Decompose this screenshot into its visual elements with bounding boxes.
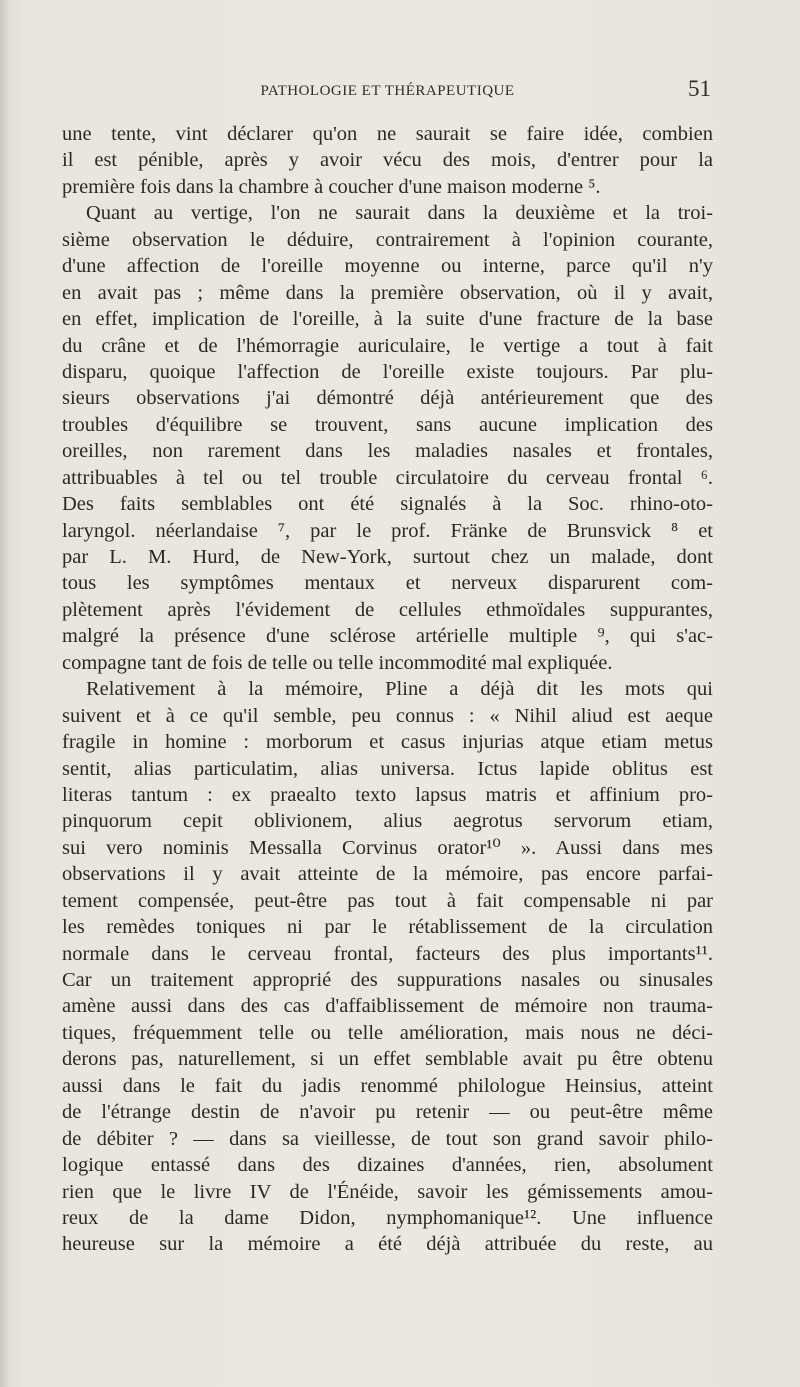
text-line: normale dans le cerveau frontal, facteurs des plus importants¹¹.	[62, 942, 713, 965]
text-line: derons pas, naturellement, si un effet semblable avait pu être obtenu	[62, 1048, 713, 1071]
text-line: laryngol. néerlandaise ⁷, par le prof. Fränke de Brunsvick ⁸ et	[62, 519, 713, 542]
text-line: oreilles, non rarement dans les maladies nasales et frontales,	[62, 440, 713, 463]
text-line: disparu, quoique l'affection de l'oreille existe toujours. Par plu-	[62, 360, 713, 383]
text-line: heureuse sur la mémoire a été déjà attribuée du reste, au	[62, 1233, 713, 1256]
text-line: il est pénible, après y avoir vécu des mois, d'entrer pour la	[62, 149, 713, 172]
text-line: Car un traitement approprié des suppurations nasales ou sinusales	[62, 969, 713, 991]
text-line: tous les symptômes mentaux et nerveux disparurent com-	[62, 572, 713, 595]
text-line: par L. M. Hurd, de New-York, surtout chez un malade, dont	[62, 546, 713, 568]
text-line: sentit, alias particulatim, alias universa. Ictus lapide oblitus est	[62, 757, 713, 780]
page-number: 51	[688, 76, 711, 101]
text-line: plètement après l'évidement de cellules ethmoïdales suppurantes,	[62, 598, 713, 621]
text-line: aussi dans le fait du jadis renommé philologue Heinsius, atteint	[62, 1074, 713, 1097]
text-line: troubles d'équilibre se trouvent, sans aucune implication des	[62, 413, 713, 436]
text-line: tiques, fréquemment telle ou telle amélioration, mais nous ne déci-	[62, 1021, 713, 1044]
text-line: d'une affection de l'oreille moyenne ou interne, parce qu'il n'y	[62, 255, 713, 278]
text-line: les remèdes toniques ni par le rétablissement de la circulation	[62, 916, 713, 939]
text-line: literas tantum : ex praealto texto lapsus matris et affinium pro-	[62, 783, 713, 806]
text-line: première fois dans la chambre à coucher d'une maison moderne ⁵.	[62, 175, 601, 198]
running-head	[62, 76, 713, 106]
text-line: de l'étrange destin de n'avoir pu retenir — ou peut-être même	[62, 1101, 713, 1124]
page-binding-edge	[0, 0, 8, 1387]
text-line: fragile in homine : morborum et casus injurias atque etiam metus	[62, 731, 713, 754]
body-text	[62, 121, 713, 1258]
text-line: Quant au vertige, l'on ne saurait dans la deuxième et la troi-	[86, 202, 713, 225]
text-line: rien que le livre IV de l'Énéide, savoir les gémissements amou-	[62, 1180, 713, 1203]
text-line: de débiter ? — dans sa vieillesse, de tout son grand savoir philo-	[62, 1127, 713, 1150]
text-line: amène aussi dans des cas d'affaiblissement de mémoire non trauma-	[62, 995, 713, 1018]
text-line: suivent et à ce qu'il semble, peu connus : « Nihil aliud est aeque	[62, 704, 713, 727]
text-line: sieurs observations j'ai démontré déjà antérieurement que des	[62, 387, 713, 410]
text-line: tement compensée, peut-être pas tout à fait compensable ni par	[62, 889, 713, 912]
text-line: compagne tant de fois de telle ou telle incommodité mal expliquée.	[62, 651, 613, 674]
text-line: du crâne et de l'hémorragie auriculaire, le vertige a tout à fait	[62, 334, 713, 357]
text-line: sième observation le déduire, contrairement à l'opinion courante,	[62, 228, 713, 251]
text-line: Relativement à la mémoire, Pline a déjà dit les mots qui	[86, 678, 713, 701]
text-line: reux de la dame Didon, nymphomanique¹². Une influence	[62, 1206, 713, 1229]
text-line: en avait pas ; même dans la première observation, où il y avait,	[62, 281, 713, 304]
text-line: observations il y avait atteinte de la mémoire, pas encore parfai-	[62, 863, 713, 886]
text-line: pinquorum cepit oblivionem, alius aegrotus servorum etiam,	[62, 810, 713, 833]
running-title: PATHOLOGIE ET THÉRAPEUTIQUE	[260, 83, 515, 99]
text-line: logique entassé dans des dizaines d'années, rien, absolument	[62, 1154, 713, 1177]
text-line: en effet, implication de l'oreille, à la suite d'une fracture de la base	[62, 308, 713, 331]
text-line: malgré la présence d'une sclérose artérielle multiple ⁹, qui s'ac-	[62, 625, 713, 648]
text-line: Des faits semblables ont été signalés à la Soc. rhino-oto-	[62, 493, 713, 516]
text-line: sui vero nominis Messalla Corvinus orator¹⁰ ». Aussi dans mes	[62, 836, 713, 859]
text-line: attribuables à tel ou tel trouble circulatoire du cerveau frontal ⁶.	[62, 466, 713, 489]
text-line: une tente, vint déclarer qu'on ne saurait se faire idée, combien	[62, 123, 713, 145]
